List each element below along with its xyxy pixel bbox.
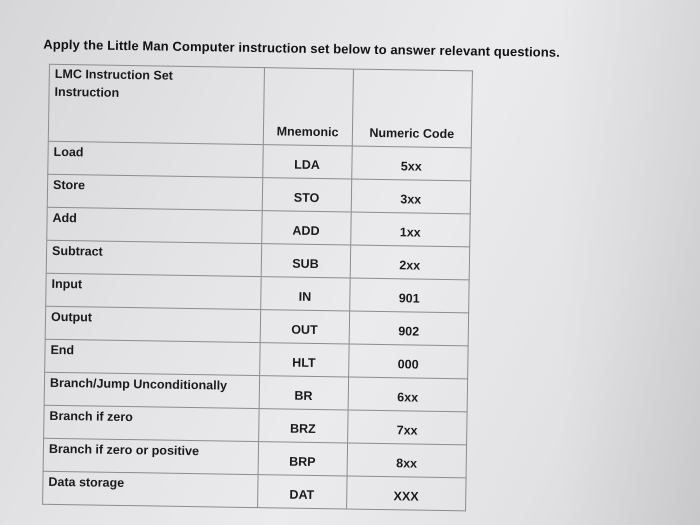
mnemonic-cell: BRP [258,442,348,476]
mnemonic-cell: OUT [260,310,350,344]
instruction-cell: Add [47,207,262,243]
instruction-cell: Output [45,306,260,342]
code-cell: 901 [349,278,469,313]
instruction-cell: Subtract [46,240,261,276]
code-cell: 6xx [348,377,468,412]
instruction-cell: Branch if zero or positive [43,438,258,474]
code-cell: 000 [348,344,468,379]
code-cell: 3xx [351,179,471,214]
mnemonic-cell: STO [262,178,352,212]
table-header-row [48,64,472,148]
table-row [43,471,466,511]
instruction-cell: Branch if zero [44,405,259,441]
code-cell: XXX [346,476,466,511]
header-numeric-code: Numeric Code [352,69,472,148]
mnemonic-cell: ADD [261,211,351,245]
code-cell: 2xx [350,245,470,280]
header-mnemonic: Mnemonic [263,68,353,146]
instruction-cell: Branch/Jump Unconditionally [44,372,259,408]
mnemonic-cell: IN [260,277,350,311]
page-heading: Apply the Little Man Computer instruction set below to answer relevant questions. [43,36,560,60]
instruction-cell: Load [48,141,263,177]
mnemonic-cell: BRZ [258,409,348,443]
header-instruction-label: Instruction [54,84,120,100]
code-cell: 1xx [350,212,470,247]
instruction-cell: Store [47,174,262,210]
instruction-cell: Data storage [43,471,258,507]
header-instruction-cell [48,64,264,144]
mnemonic-cell: LDA [262,145,352,179]
instruction-cell: Input [46,273,261,309]
mnemonic-cell: DAT [257,475,347,509]
mnemonic-cell: BR [259,376,349,410]
code-cell: 5xx [351,146,471,181]
code-cell: 7xx [347,410,467,445]
code-cell: 902 [349,311,469,346]
lmc-instruction-table [42,64,473,512]
header-instruction-title: LMC Instruction Set [54,66,174,83]
code-cell: 8xx [347,443,467,478]
instruction-cell: End [45,339,260,375]
mnemonic-cell: SUB [261,244,351,278]
mnemonic-cell: HLT [259,343,349,377]
